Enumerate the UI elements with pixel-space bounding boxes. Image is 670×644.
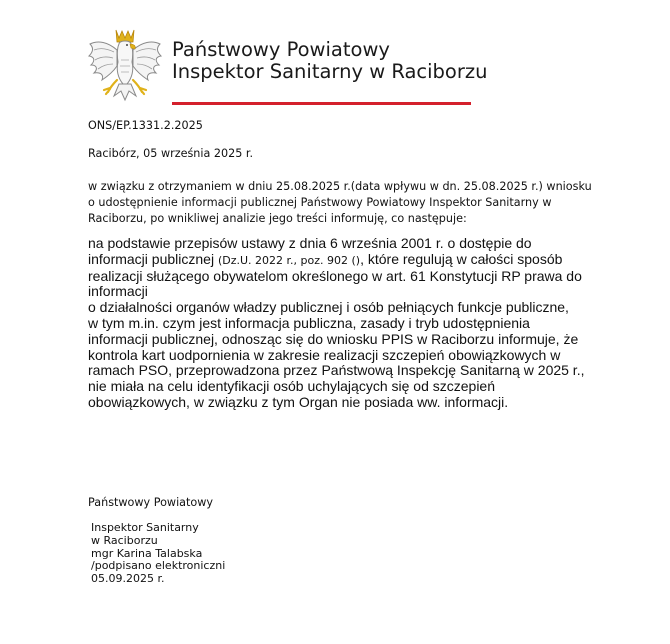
legal-citation: (Dz.U. 2022 r., poz. 902 () <box>217 253 361 267</box>
intro-paragraph <box>88 179 633 227</box>
main-line: ramach PSO, przeprowadzona przez Państwową Inspekcję Sanitarną w 2025 r., <box>88 362 585 379</box>
main-line-end: , które regulują w całości sposób <box>360 250 563 267</box>
main-line: informacji <box>88 283 148 300</box>
signature-line: Inspektor Sanitarny <box>91 521 199 534</box>
header-red-rule <box>172 102 471 105</box>
main-line: obowiązkowych, w związku z tym Organ nie posiada ww. informacji. <box>88 393 509 410</box>
office-name <box>172 39 487 83</box>
signature-block <box>91 522 225 586</box>
intro-line: o udostępnienie informacji publicznej Państwowy Powiatowy Inspektor Sanitarny w <box>88 196 552 209</box>
closing-title: Państwowy Powiatowy <box>88 496 214 509</box>
office-name-line2: Inspektor Sanitarny w Raciborzu <box>172 60 488 83</box>
signature-line: mgr Karina Talabska <box>91 546 203 560</box>
intro-line: w związku z otrzymaniem w dniu 25.08.2025 r.(data wpływu w dn. 25.08.2025 r.) wniosku <box>88 180 592 193</box>
signature-line: 05.09.2025 r. <box>91 572 165 586</box>
main-line: na podstawie przepisów ustawy z dnia 6 września 2001 r. o dostępie do <box>88 235 532 251</box>
letterhead <box>86 26 486 108</box>
main-line: nie miała na celu identyfikacji osób uchylających się od szczepień <box>88 378 495 395</box>
case-reference: ONS/EP.1331.2.2025 <box>88 119 203 132</box>
main-paragraph <box>88 236 633 411</box>
signature-line: /podpisano elektroniczni <box>91 559 226 573</box>
letter-date: Racibórz, 05 września 2025 r. <box>88 147 254 160</box>
main-line <box>88 252 633 269</box>
main-line: kontrola kart uodpornienia w zakresie realizacji szczepień obowiązkowych w <box>88 346 561 363</box>
main-line: realizacji służącego obywatelom określonego w art. 61 Konstytucji RP prawa do <box>88 267 582 284</box>
main-line: w tym m.in. czym jest informacja publiczna, zasady i tryb udostępnienia <box>88 314 530 331</box>
signature-line: w Raciborzu <box>91 533 158 547</box>
main-line: o działalności organów władzy publicznej i osób pełniących funkcje publiczne, <box>88 299 569 316</box>
main-line: informacji publicznej, odnosząc się do wniosku PPIS w Raciborzu informuje, że <box>88 330 579 347</box>
office-name-line1: Państwowy Powiatowy <box>172 38 390 61</box>
intro-line: Raciborzu, po wnikliwej analizie jego treści informuję, co następuje: <box>88 212 467 225</box>
polish-eagle-emblem-icon <box>86 26 164 106</box>
main-line-start: informacji publicznej <box>88 250 218 267</box>
